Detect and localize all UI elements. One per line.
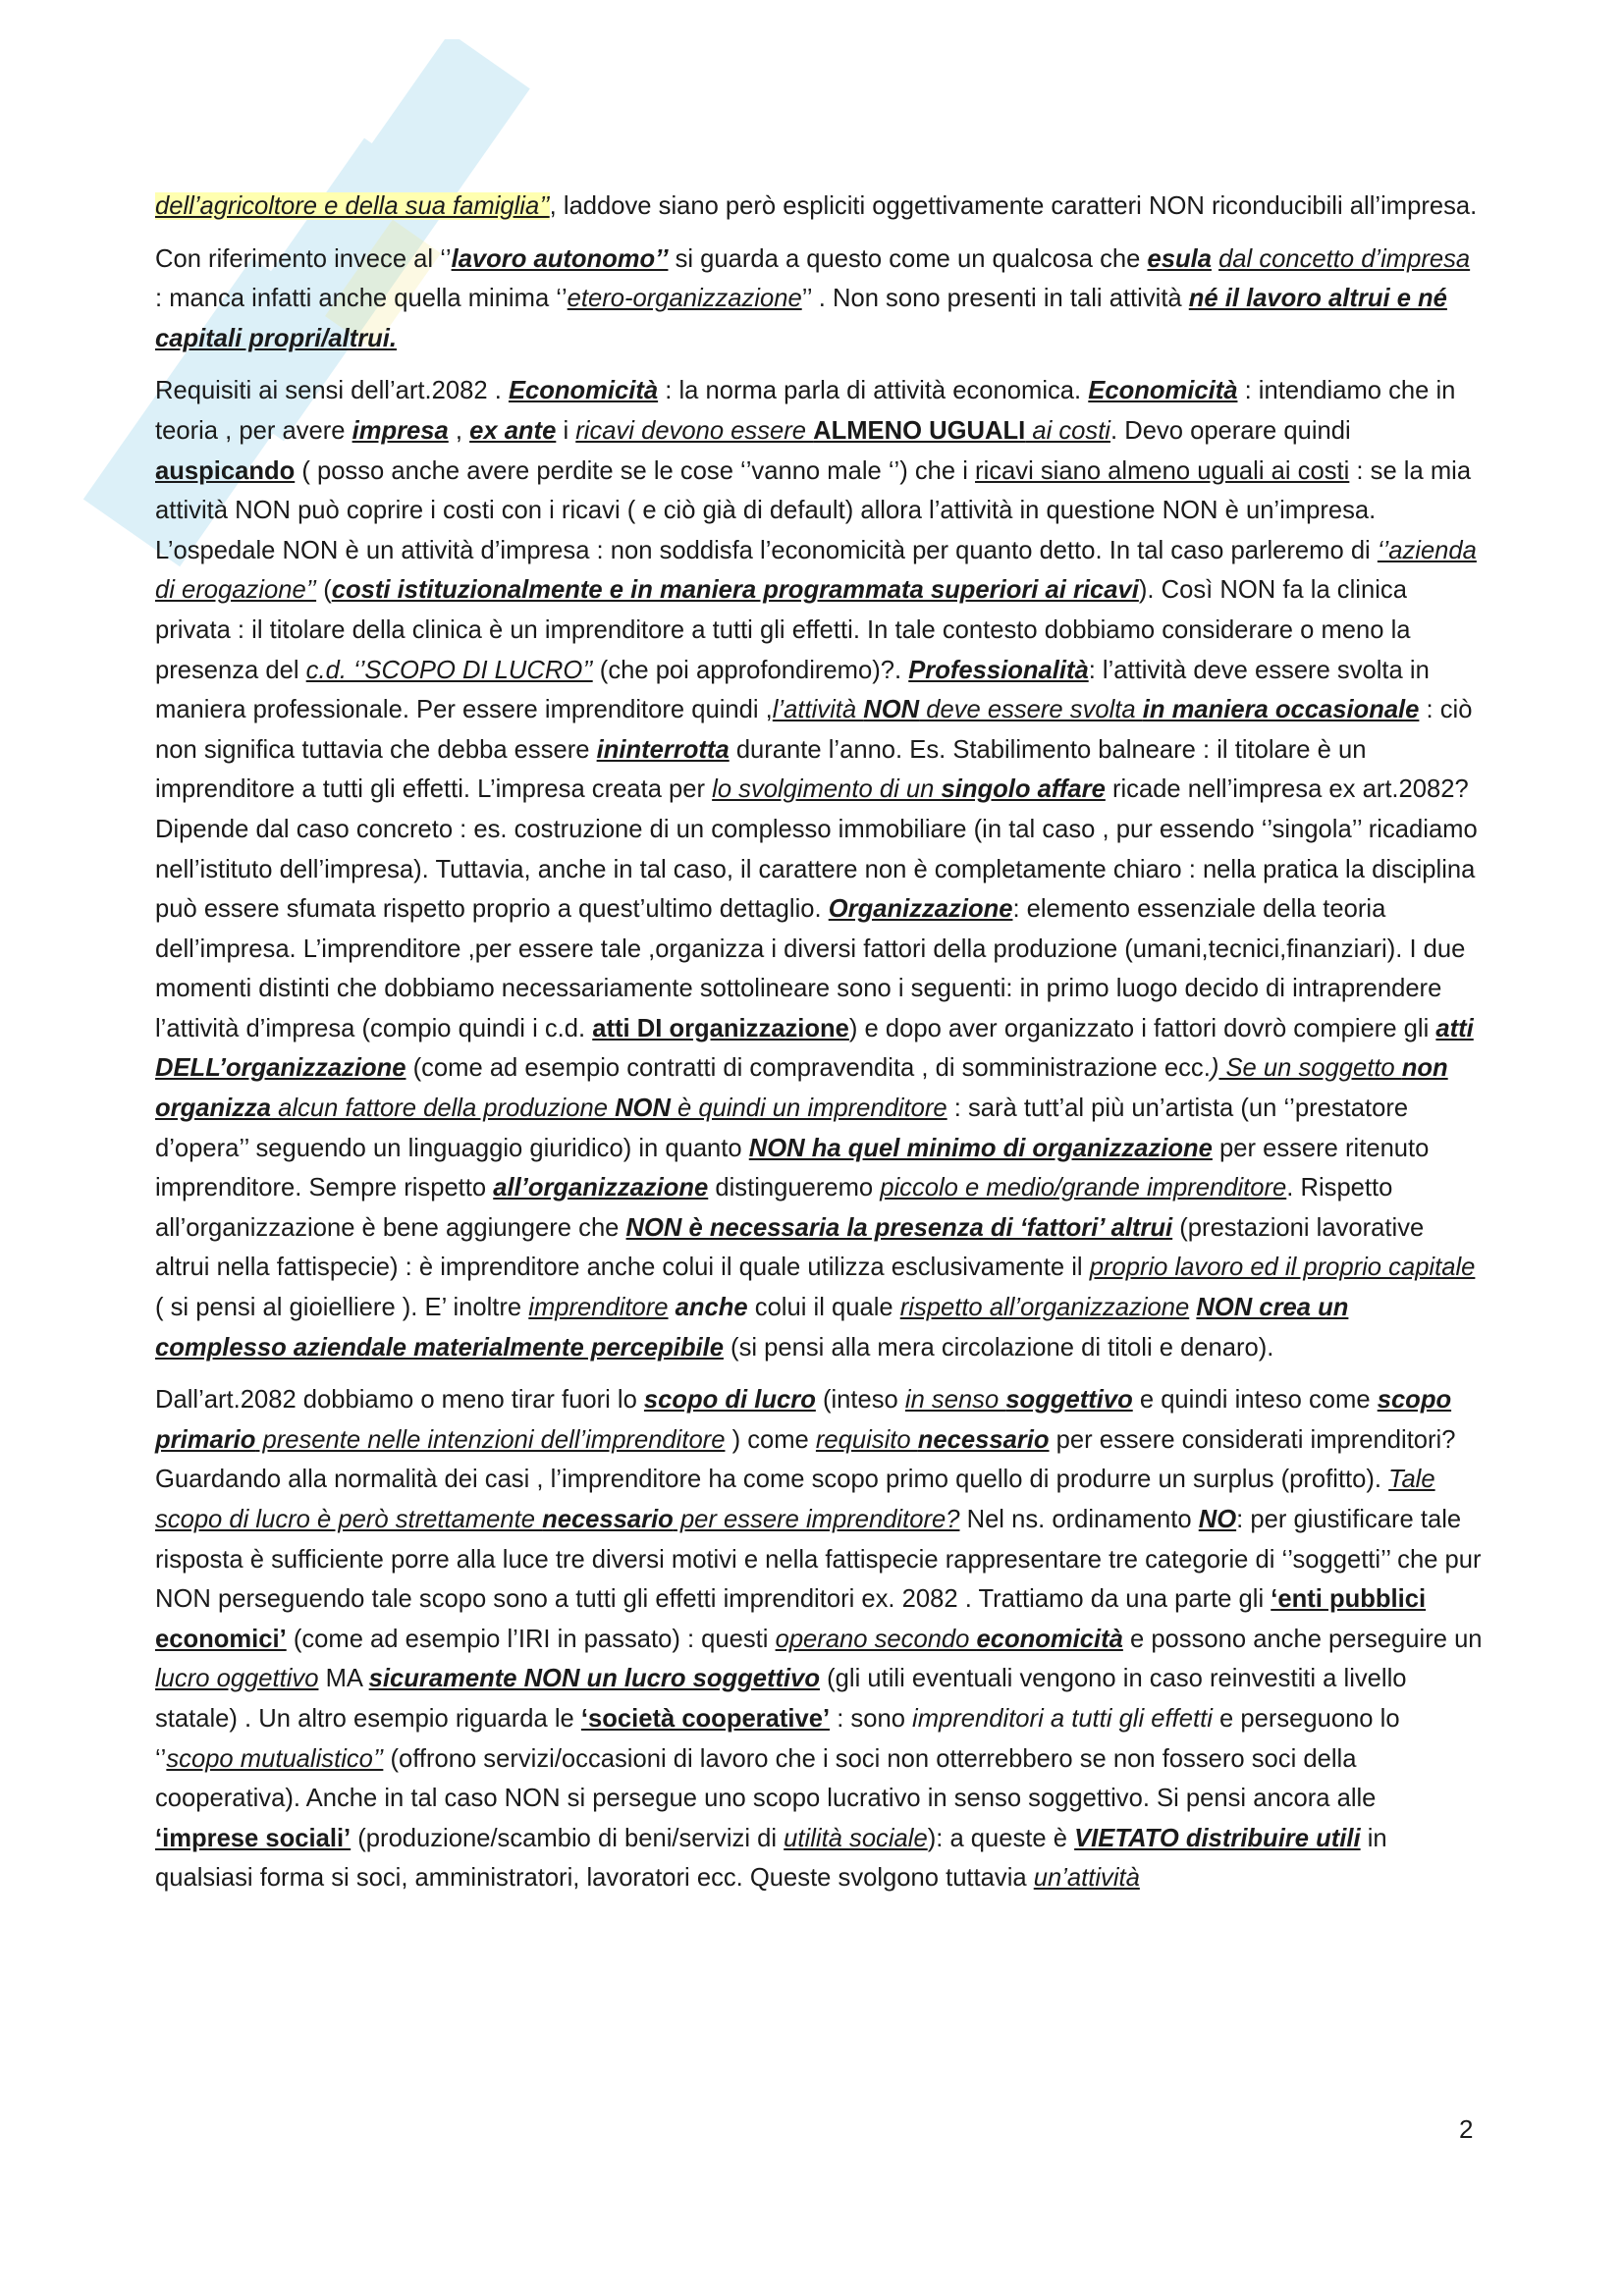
text-run: operano secondo [775,1625,977,1653]
text-run: c.d. ‘’SCOPO DI LUCRO’’ [305,656,593,684]
text-run: NON [615,1095,671,1123]
text-run: NO [1198,1506,1237,1533]
text-run: ) [1210,1054,1219,1083]
text-run: ‘’azienda di erogazione’’ [155,536,1477,605]
text-run: (si pensi alla mera circolazione di titoli e denaro). [723,1333,1274,1362]
text-run: proprio lavoro ed il proprio capitale [1089,1254,1476,1282]
text-run: ai costi [1025,416,1110,445]
text-run: ricade nell’impresa ex art.2082? Dipende dal caso concreto : es. costruzione di un complesso immobiliare (in tal caso , pur essendo ‘’singola’’ ricadiamo nell’istituto dell’impresa). Tuttavia, anche in tal caso, il carattere non è completamente chiaro : nella pratica la disciplina può essere sfumata rispetto proprio a quest’ultimo dettaglio. [155,775,1478,924]
text-run: (che poi approfondiremo)?. [592,656,909,684]
text-run: costi istituzionalmente e in maniera programmata superiori ai ricavi [331,576,1139,605]
text-run: Se un soggetto [1218,1054,1402,1083]
text-run: (gli utili eventuali vengono in caso reinvestiti a livello statale) . Un altro esempio riguarda le [155,1665,1407,1733]
text-run: (produzione/scambio di beni/servizi di [351,1824,784,1852]
text-run: in maniera occasionale [1142,696,1420,724]
text-run: durante l’anno. Es. Stabilimento balneare : il titolare è un imprenditore a tutti gli effetti. L’impresa creata per [155,735,1367,804]
paragraph [155,371,1483,1367]
text-run: lavoro autonomo’’ [451,244,669,273]
text-run: lo svolgimento di un [712,775,942,804]
text-run: ‘enti pubblici economici’ [155,1585,1427,1653]
text-run: scopo mutualistico’’ [166,1744,384,1773]
text-run: Economicità [508,377,659,405]
text-run: (inteso [815,1386,905,1415]
text-run: necessario [917,1425,1050,1454]
text-run: : sono [830,1704,913,1733]
text-run: (come ad esempio contratti di compravendita , di somministrazione ecc. [406,1054,1211,1083]
text-run: : se la mia attività NON può coprire i costi con i ricavi ( e ciò già di default) allora l’attività in questione NON è un’impresa. L’ospedale NON è un attività d’impresa : non soddisfa l’economicità per quanto detto. In tal caso parleremo di [155,456,1472,564]
paragraph [155,240,1483,359]
text-run: (prestazioni lavorative altrui nella fattispecie) : è imprenditore anche colui il quale utilizza esclusivamente il [155,1213,1425,1282]
text-run: NON ha quel minimo di organizzazione [748,1134,1213,1162]
text-run: . Devo operare quindi [1110,416,1351,445]
text-run: esula [1147,244,1212,273]
text-run: anche [675,1294,748,1322]
text-run: ‘società cooperative’ [580,1704,831,1733]
text-run: distingueremo [708,1174,881,1202]
text-run: Organizzazione [828,895,1013,924]
text-run: : sarà tutt’al più un’artista (un ‘’prestatore d’opera’’ seguendo un linguaggio giuridico) in quanto [155,1095,1409,1162]
text-run: impresa [352,416,449,445]
text-run: ex ante [469,416,557,445]
text-run: Nel ns. ordinamento [959,1506,1199,1533]
text-run: ( [316,576,332,605]
text-run: Con riferimento invece al ‘’ [155,244,452,273]
text-run: : elemento essenziale della teoria dell’impresa. L’imprenditore ,per essere tale ,organizza i diversi fattori della produzione (umani,tecnici,finanziari). I due momenti distinti che dobbiamo necessariamente sottolineare sono i seguenti: in primo luogo decido di intraprendere l’attività d’impresa (compio quindi i c.d. [155,895,1466,1042]
text-run: . Rispetto all’organizzazione è bene aggiungere che [155,1174,1393,1242]
text-run: : manca infatti anche quella minima ‘’ [155,285,568,313]
text-run: auspicando [155,456,296,485]
text-run: : l’attività deve essere svolta in maniera professionale. Per essere imprenditore quindi , [155,656,1430,724]
text-run: e possono anche perseguire un [1122,1625,1483,1653]
text-run: imprenditore [528,1294,669,1322]
text-run: ): a queste è [927,1824,1075,1852]
text-run: requisito [815,1425,918,1454]
text-run: ricavi siano almeno uguali ai costi [975,456,1350,485]
text-run: scopo primario [155,1386,1452,1454]
page-number: 2 [1459,2114,1474,2144]
text-run: ). Così NON fa la clinica privata : il titolare della clinica è un imprenditore a tutti gli effetti. In tale contesto dobbiamo considerare o meno la presenza del [155,576,1411,684]
text-run: presente nelle intenzioni dell’imprenditore [255,1425,726,1454]
text-run: ( posso anche avere perdite se le cose ‘’vanno male ‘’) che i [295,456,976,485]
text-run: NON [863,696,920,724]
text-run: colui il quale [747,1294,900,1322]
text-run: deve essere svolta [919,696,1143,724]
text-run: ’’ . Non sono presenti in tali attività [801,285,1189,313]
text-run: ) e dopo aver organizzato i fattori dovrò compiere gli [848,1014,1436,1042]
text-run: necessario [542,1506,674,1533]
text-run: in qualsiasi forma si soci, amministratori, lavoratori ecc. Queste svolgono tuttavia [155,1824,1387,1893]
text-run: singolo affare [941,775,1106,804]
text-run: NON crea un complesso aziendale materialmente percepibile [155,1294,1349,1362]
text-run: ricavi devono essere [575,416,814,445]
text-run: dell’agricoltore e della sua famiglia’’ [155,192,550,220]
text-run: etero-organizzazione [567,285,802,313]
text-run: all’organizzazione [493,1174,709,1202]
text-run: utilità sociale [784,1824,928,1852]
text-run: Requisiti ai sensi dell’art.2082 . [155,377,509,405]
text-run: lucro oggettivo [155,1665,319,1693]
text-run: Tale scopo di lucro è però strettamente [155,1466,1435,1533]
text-run: un’attività [1033,1864,1140,1893]
text-run: (come ad esempio l’IRI in passato) : questi [286,1625,776,1653]
text-run [669,1294,676,1321]
text-run: : per giustificare tale risposta è sufficiente porre alla luce tre diversi motivi e nella fattispecie rappresentare tre categorie di ‘’soggetti’’ che pur NON perseguendo tale scopo sono a tutti gli effetti imprenditori ex. 2082 . Trattiamo da una parte gli [155,1506,1482,1614]
text-run: atti DELL’organizzazione [155,1014,1474,1083]
paragraph [155,1380,1483,1898]
text-run: e quindi inteso come [1132,1386,1378,1415]
text-run: ( si pensi al gioielliere ). E’ inoltre [155,1294,529,1322]
text-run: , laddove siano però espliciti oggettivamente caratteri NON riconducibili all’impresa. [549,192,1478,220]
text-run: è quindi un imprenditore [670,1095,947,1123]
text-run: NON è necessaria la presenza di ‘fattori’ altrui [625,1213,1173,1242]
document-body [155,187,1483,1911]
text-run: l’attività [772,696,864,724]
text-run: soggettivo [1005,1386,1133,1415]
text-run: Dall’art.2082 dobbiamo o meno tirar fuori lo [155,1386,644,1415]
text-run: : intendiamo che in teoria , per avere [155,377,1456,445]
text-run: in senso [904,1386,1006,1415]
text-run: e perseguono lo ‘’ [155,1704,1400,1773]
text-run: : ciò non significa tuttavia che debba essere [155,696,1473,764]
text-run: né il lavoro altrui e né capitali propri/altrui. [155,285,1447,352]
text-run: ininterrotta [596,735,730,764]
text-run: per essere ritenuto imprenditore. Sempre rispetto [155,1134,1430,1202]
text-run: imprenditori a tutti gli effetti [912,1704,1213,1733]
text-run: VIETATO distribuire utili [1074,1824,1361,1852]
text-run: ‘imprese sociali’ [155,1824,352,1852]
text-run: : la norma parla di attività economica. [658,377,1089,405]
text-run: si guarda a questo come un qualcosa che [668,244,1148,273]
text-run: atti DI organizzazione [592,1014,849,1042]
text-run: economicità [976,1625,1123,1653]
text-run: MA [318,1665,369,1693]
text-run: i [556,416,576,445]
text-run: ) come [725,1425,816,1454]
text-run: rispetto all’organizzazione [899,1294,1190,1322]
text-run: sicuramente NON un lucro soggettivo [368,1665,821,1693]
text-run: per essere considerati imprenditori? Guardando alla normalità dei casi , l’imprenditore ha come scopo primo quello di produrre un surplus (profitto). [155,1425,1456,1494]
text-run: non organizza [155,1054,1448,1123]
text-run: ALMENO UGUALI [813,416,1026,445]
text-run: Economicità [1088,377,1238,405]
text-run: , [448,416,470,445]
text-run [1212,245,1218,273]
text-run: scopo di lucro [643,1386,816,1415]
text-run: (offrono servizi/occasioni di lavoro che i soci non otterrebbero se non fossero soci della cooperativa). Anche in tal caso NON si persegue uno scopo lucrativo in senso soggettivo. Si pensi ancora alle [155,1744,1377,1813]
text-run: per essere imprenditore? [673,1506,960,1533]
text-run: Professionalità [908,656,1089,684]
text-run: dal concetto d’impresa [1218,244,1471,273]
text-run: alcun fattore della produzione [271,1095,616,1123]
paragraph [155,187,1483,227]
text-run: piccolo e medio/grande imprenditore [880,1174,1287,1202]
